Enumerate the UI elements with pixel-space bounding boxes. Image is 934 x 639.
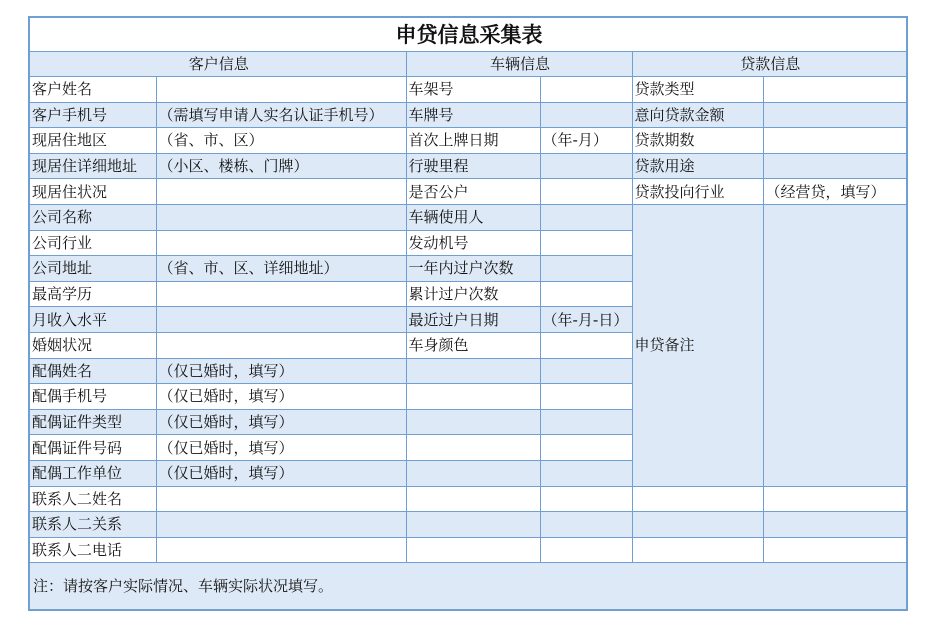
customer-field-label: 配偶姓名 bbox=[29, 358, 156, 384]
vehicle-field-value[interactable] bbox=[540, 332, 632, 358]
note-row bbox=[29, 563, 907, 611]
customer-field-label: 配偶工作单位 bbox=[29, 460, 156, 486]
vehicle-field-label bbox=[406, 409, 540, 435]
customer-field-label: 公司地址 bbox=[29, 256, 156, 282]
customer-field-value[interactable] bbox=[156, 307, 406, 333]
customer-field-label: 配偶证件类型 bbox=[29, 409, 156, 435]
customer-field-label: 公司行业 bbox=[29, 230, 156, 256]
customer-field-label: 客户手机号 bbox=[29, 102, 156, 128]
customer-field-label: 现居住详细地址 bbox=[29, 153, 156, 179]
vehicle-field-value[interactable] bbox=[540, 384, 632, 410]
vehicle-field-label: 车牌号 bbox=[406, 102, 540, 128]
table-row bbox=[29, 179, 907, 205]
loan-field-label: 贷款用途 bbox=[632, 153, 763, 179]
customer-field-label: 客户姓名 bbox=[29, 77, 156, 103]
customer-field-value[interactable] bbox=[156, 281, 406, 307]
form-note: 注：请按客户实际情况、车辆实际状况填写。 bbox=[29, 563, 907, 611]
vehicle-field-label: 一年内过户次数 bbox=[406, 256, 540, 282]
customer-field-value[interactable] bbox=[156, 486, 406, 512]
customer-field-label: 月收入水平 bbox=[29, 307, 156, 333]
customer-field-label: 配偶证件号码 bbox=[29, 435, 156, 461]
vehicle-field-label: 发动机号 bbox=[406, 230, 540, 256]
vehicle-field-label bbox=[406, 460, 540, 486]
customer-field-label: 公司名称 bbox=[29, 204, 156, 230]
customer-field-label: 联系人二姓名 bbox=[29, 486, 156, 512]
vehicle-field-label: 车身颜色 bbox=[406, 332, 540, 358]
customer-field-value[interactable]: （需填写申请人实名认证手机号） bbox=[156, 102, 406, 128]
loan-field-label: 贷款投向行业 bbox=[632, 179, 763, 205]
customer-field-value[interactable] bbox=[156, 512, 406, 538]
section-customer-header: 客户信息 bbox=[29, 52, 406, 77]
vehicle-field-label: 最近过户日期 bbox=[406, 307, 540, 333]
customer-field-value[interactable] bbox=[156, 537, 406, 563]
vehicle-field-value[interactable] bbox=[540, 281, 632, 307]
loan-field-value[interactable] bbox=[763, 486, 907, 512]
customer-field-value[interactable]: （省、市、区） bbox=[156, 128, 406, 154]
customer-field-value[interactable]: （仅已婚时，填写） bbox=[156, 409, 406, 435]
vehicle-field-value[interactable] bbox=[540, 153, 632, 179]
vehicle-field-value[interactable]: （年-月） bbox=[540, 128, 632, 154]
customer-field-label: 联系人二电话 bbox=[29, 537, 156, 563]
section-loan-header: 贷款信息 bbox=[632, 52, 907, 77]
vehicle-field-value[interactable] bbox=[540, 256, 632, 282]
table-row bbox=[29, 204, 907, 230]
customer-field-value[interactable] bbox=[156, 332, 406, 358]
section-vehicle-header: 车辆信息 bbox=[406, 52, 632, 77]
vehicle-field-value[interactable] bbox=[540, 435, 632, 461]
vehicle-field-label: 累计过户次数 bbox=[406, 281, 540, 307]
loan-field-label bbox=[632, 512, 763, 538]
table-row bbox=[29, 153, 907, 179]
customer-field-label: 现居住状况 bbox=[29, 179, 156, 205]
vehicle-field-label: 车架号 bbox=[406, 77, 540, 103]
loan-field-value[interactable] bbox=[763, 77, 907, 103]
vehicle-field-value[interactable] bbox=[540, 358, 632, 384]
vehicle-field-label bbox=[406, 384, 540, 410]
table-row bbox=[29, 128, 907, 154]
loan-application-form bbox=[28, 16, 908, 611]
loan-field-value[interactable]: （经营贷，填写） bbox=[763, 179, 907, 205]
loan-field-value[interactable] bbox=[763, 153, 907, 179]
loan-field-label: 贷款类型 bbox=[632, 77, 763, 103]
loan-field-label bbox=[632, 537, 763, 563]
table-row bbox=[29, 512, 907, 538]
vehicle-field-value[interactable] bbox=[540, 179, 632, 205]
customer-field-label: 最高学历 bbox=[29, 281, 156, 307]
vehicle-field-value[interactable] bbox=[540, 537, 632, 563]
vehicle-field-label: 行驶里程 bbox=[406, 153, 540, 179]
customer-field-label: 婚姻状况 bbox=[29, 332, 156, 358]
customer-field-label: 现居住地区 bbox=[29, 128, 156, 154]
customer-field-value[interactable] bbox=[156, 230, 406, 256]
vehicle-field-label: 首次上牌日期 bbox=[406, 128, 540, 154]
customer-field-value[interactable] bbox=[156, 179, 406, 205]
customer-field-label: 配偶手机号 bbox=[29, 384, 156, 410]
vehicle-field-value[interactable] bbox=[540, 512, 632, 538]
vehicle-field-value[interactable]: （年-月-日） bbox=[540, 307, 632, 333]
table-row bbox=[29, 537, 907, 563]
vehicle-field-value[interactable] bbox=[540, 204, 632, 230]
customer-field-value[interactable]: （小区、楼栋、门牌） bbox=[156, 153, 406, 179]
table-row bbox=[29, 486, 907, 512]
customer-field-label: 联系人二关系 bbox=[29, 512, 156, 538]
loan-field-label: 贷款期数 bbox=[632, 128, 763, 154]
vehicle-field-value[interactable] bbox=[540, 460, 632, 486]
loan-field-label bbox=[632, 486, 763, 512]
loan-field-label: 意向贷款金额 bbox=[632, 102, 763, 128]
loan-field-value[interactable] bbox=[763, 128, 907, 154]
vehicle-field-label bbox=[406, 537, 540, 563]
vehicle-field-label bbox=[406, 358, 540, 384]
vehicle-field-label: 车辆使用人 bbox=[406, 204, 540, 230]
loan-field-value[interactable] bbox=[763, 512, 907, 538]
vehicle-field-label bbox=[406, 435, 540, 461]
customer-field-value[interactable] bbox=[156, 204, 406, 230]
loan-remark-label: 申贷备注 bbox=[632, 204, 763, 486]
form-table bbox=[28, 16, 908, 611]
customer-field-value[interactable]: （省、市、区、详细地址） bbox=[156, 256, 406, 282]
loan-field-value[interactable] bbox=[763, 537, 907, 563]
customer-field-value[interactable]: （仅已婚时，填写） bbox=[156, 384, 406, 410]
form-title: 申贷信息采集表 bbox=[29, 17, 907, 52]
vehicle-field-label: 是否公户 bbox=[406, 179, 540, 205]
vehicle-field-value[interactable] bbox=[540, 409, 632, 435]
vehicle-field-value[interactable] bbox=[540, 486, 632, 512]
loan-remark-value[interactable] bbox=[763, 204, 907, 486]
customer-field-value[interactable] bbox=[156, 77, 406, 103]
vehicle-field-label bbox=[406, 512, 540, 538]
table-row bbox=[29, 77, 907, 103]
loan-field-value[interactable] bbox=[763, 102, 907, 128]
vehicle-field-value[interactable] bbox=[540, 102, 632, 128]
table-row bbox=[29, 102, 907, 128]
vehicle-field-value[interactable] bbox=[540, 77, 632, 103]
vehicle-field-value[interactable] bbox=[540, 230, 632, 256]
vehicle-field-label bbox=[406, 486, 540, 512]
customer-field-value[interactable]: （仅已婚时，填写） bbox=[156, 435, 406, 461]
customer-field-value[interactable]: （仅已婚时，填写） bbox=[156, 460, 406, 486]
customer-field-value[interactable]: （仅已婚时，填写） bbox=[156, 358, 406, 384]
